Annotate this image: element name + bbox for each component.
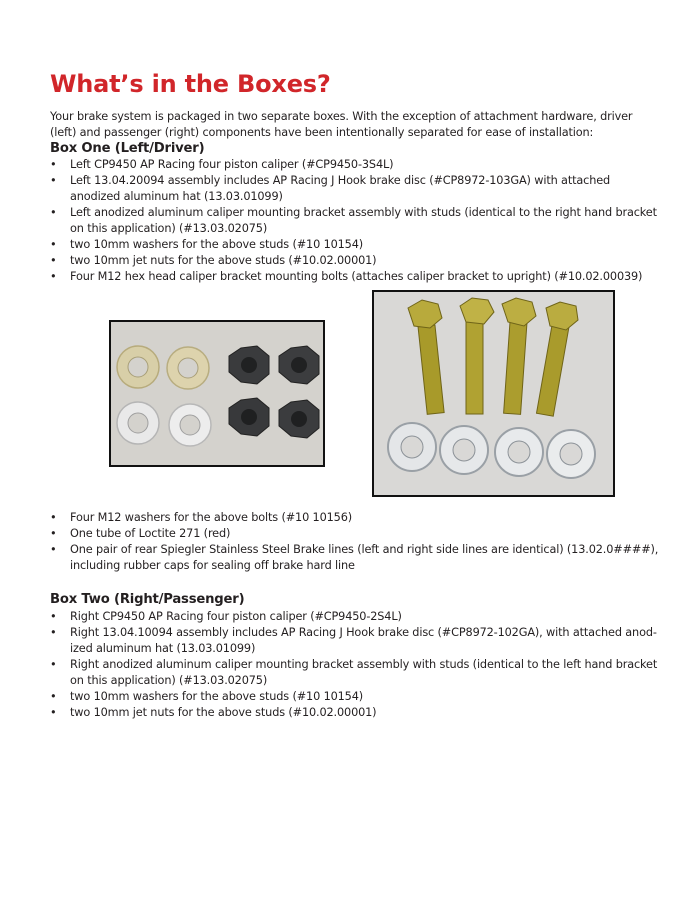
list-item: • Left 13.04.20094 assembly includes AP Racing J Hook brake disc (#CP8972-103GA) with attached anodized aluminum hat (13.03.01099) xyxy=(50,173,660,205)
washer-brass-2 xyxy=(167,347,209,389)
box-two-heading: Box Two (Right/Passenger) xyxy=(50,592,245,607)
list-item: • Right CP9450 AP Racing four piston caliper (#CP9450-2S4L) xyxy=(50,609,660,625)
intro-paragraph: Your brake system is packaged in two separate boxes. With the exception of attachment hardware, driver (left) and passenger (right) components have been intentionally separated for ease of installation: xyxy=(50,110,633,139)
list-item: • One pair of rear Spiegler Stainless Steel Brake lines (left and right side lines are identical) (13.02.0####), including rubber caps for sealing off brake hard line xyxy=(50,542,660,574)
box-one-heading: Box One (Left/Driver) xyxy=(50,141,205,156)
list-item: • Four M12 washers for the above bolts (#10 10156) xyxy=(50,510,660,526)
bolts-washers-photo xyxy=(372,290,615,497)
list-item: • two 10mm washers for the above studs (#10 10154) xyxy=(50,237,660,253)
list-item: • Left CP9450 AP Racing four piston caliper (#CP9450-3S4L) xyxy=(50,157,660,173)
list-item: • Four M12 hex head caliper bracket mounting bolts (attaches caliper bracket to upright) (#10.02.00039) xyxy=(50,269,660,285)
list-item: • two 10mm jet nuts for the above studs (#10.02.00001) xyxy=(50,253,660,269)
washers-nuts-photo xyxy=(109,320,325,467)
washer-brass-1 xyxy=(117,346,159,388)
page-title: What’s in the Boxes? xyxy=(50,70,331,98)
list-item: • One tube of Loctite 271 (red) xyxy=(50,526,660,542)
list-item: • Left anodized aluminum caliper mounting bracket assembly with studs (identical to the right hand bracket on this application) (#13.03.02075) xyxy=(50,205,660,237)
m12-washer-3 xyxy=(495,428,543,476)
washer-silver-2 xyxy=(169,404,211,446)
m12-washer-4 xyxy=(547,430,595,478)
box-one-list-continued xyxy=(50,510,660,574)
list-item: • two 10mm washers for the above studs (#10 10154) xyxy=(50,689,660,705)
m12-washer-2 xyxy=(440,426,488,474)
washers-nuts-illustration xyxy=(111,322,323,465)
m12-washer-1 xyxy=(388,423,436,471)
list-item: • two 10mm jet nuts for the above studs (#10.02.00001) xyxy=(50,705,660,721)
bolts-washers-illustration xyxy=(374,292,613,495)
list-item: • Right anodized aluminum caliper mounting bracket assembly with studs (identical to the left hand bracket on this application) (#13.03.02075) xyxy=(50,657,660,689)
box-one-list xyxy=(50,157,660,285)
washer-silver-1 xyxy=(117,402,159,444)
box-two-list xyxy=(50,609,660,721)
list-item: • Right 13.04.10094 assembly includes AP Racing J Hook brake disc (#CP8972-102GA), with attached anod-ized aluminum hat (13.03.01099) xyxy=(50,625,660,657)
